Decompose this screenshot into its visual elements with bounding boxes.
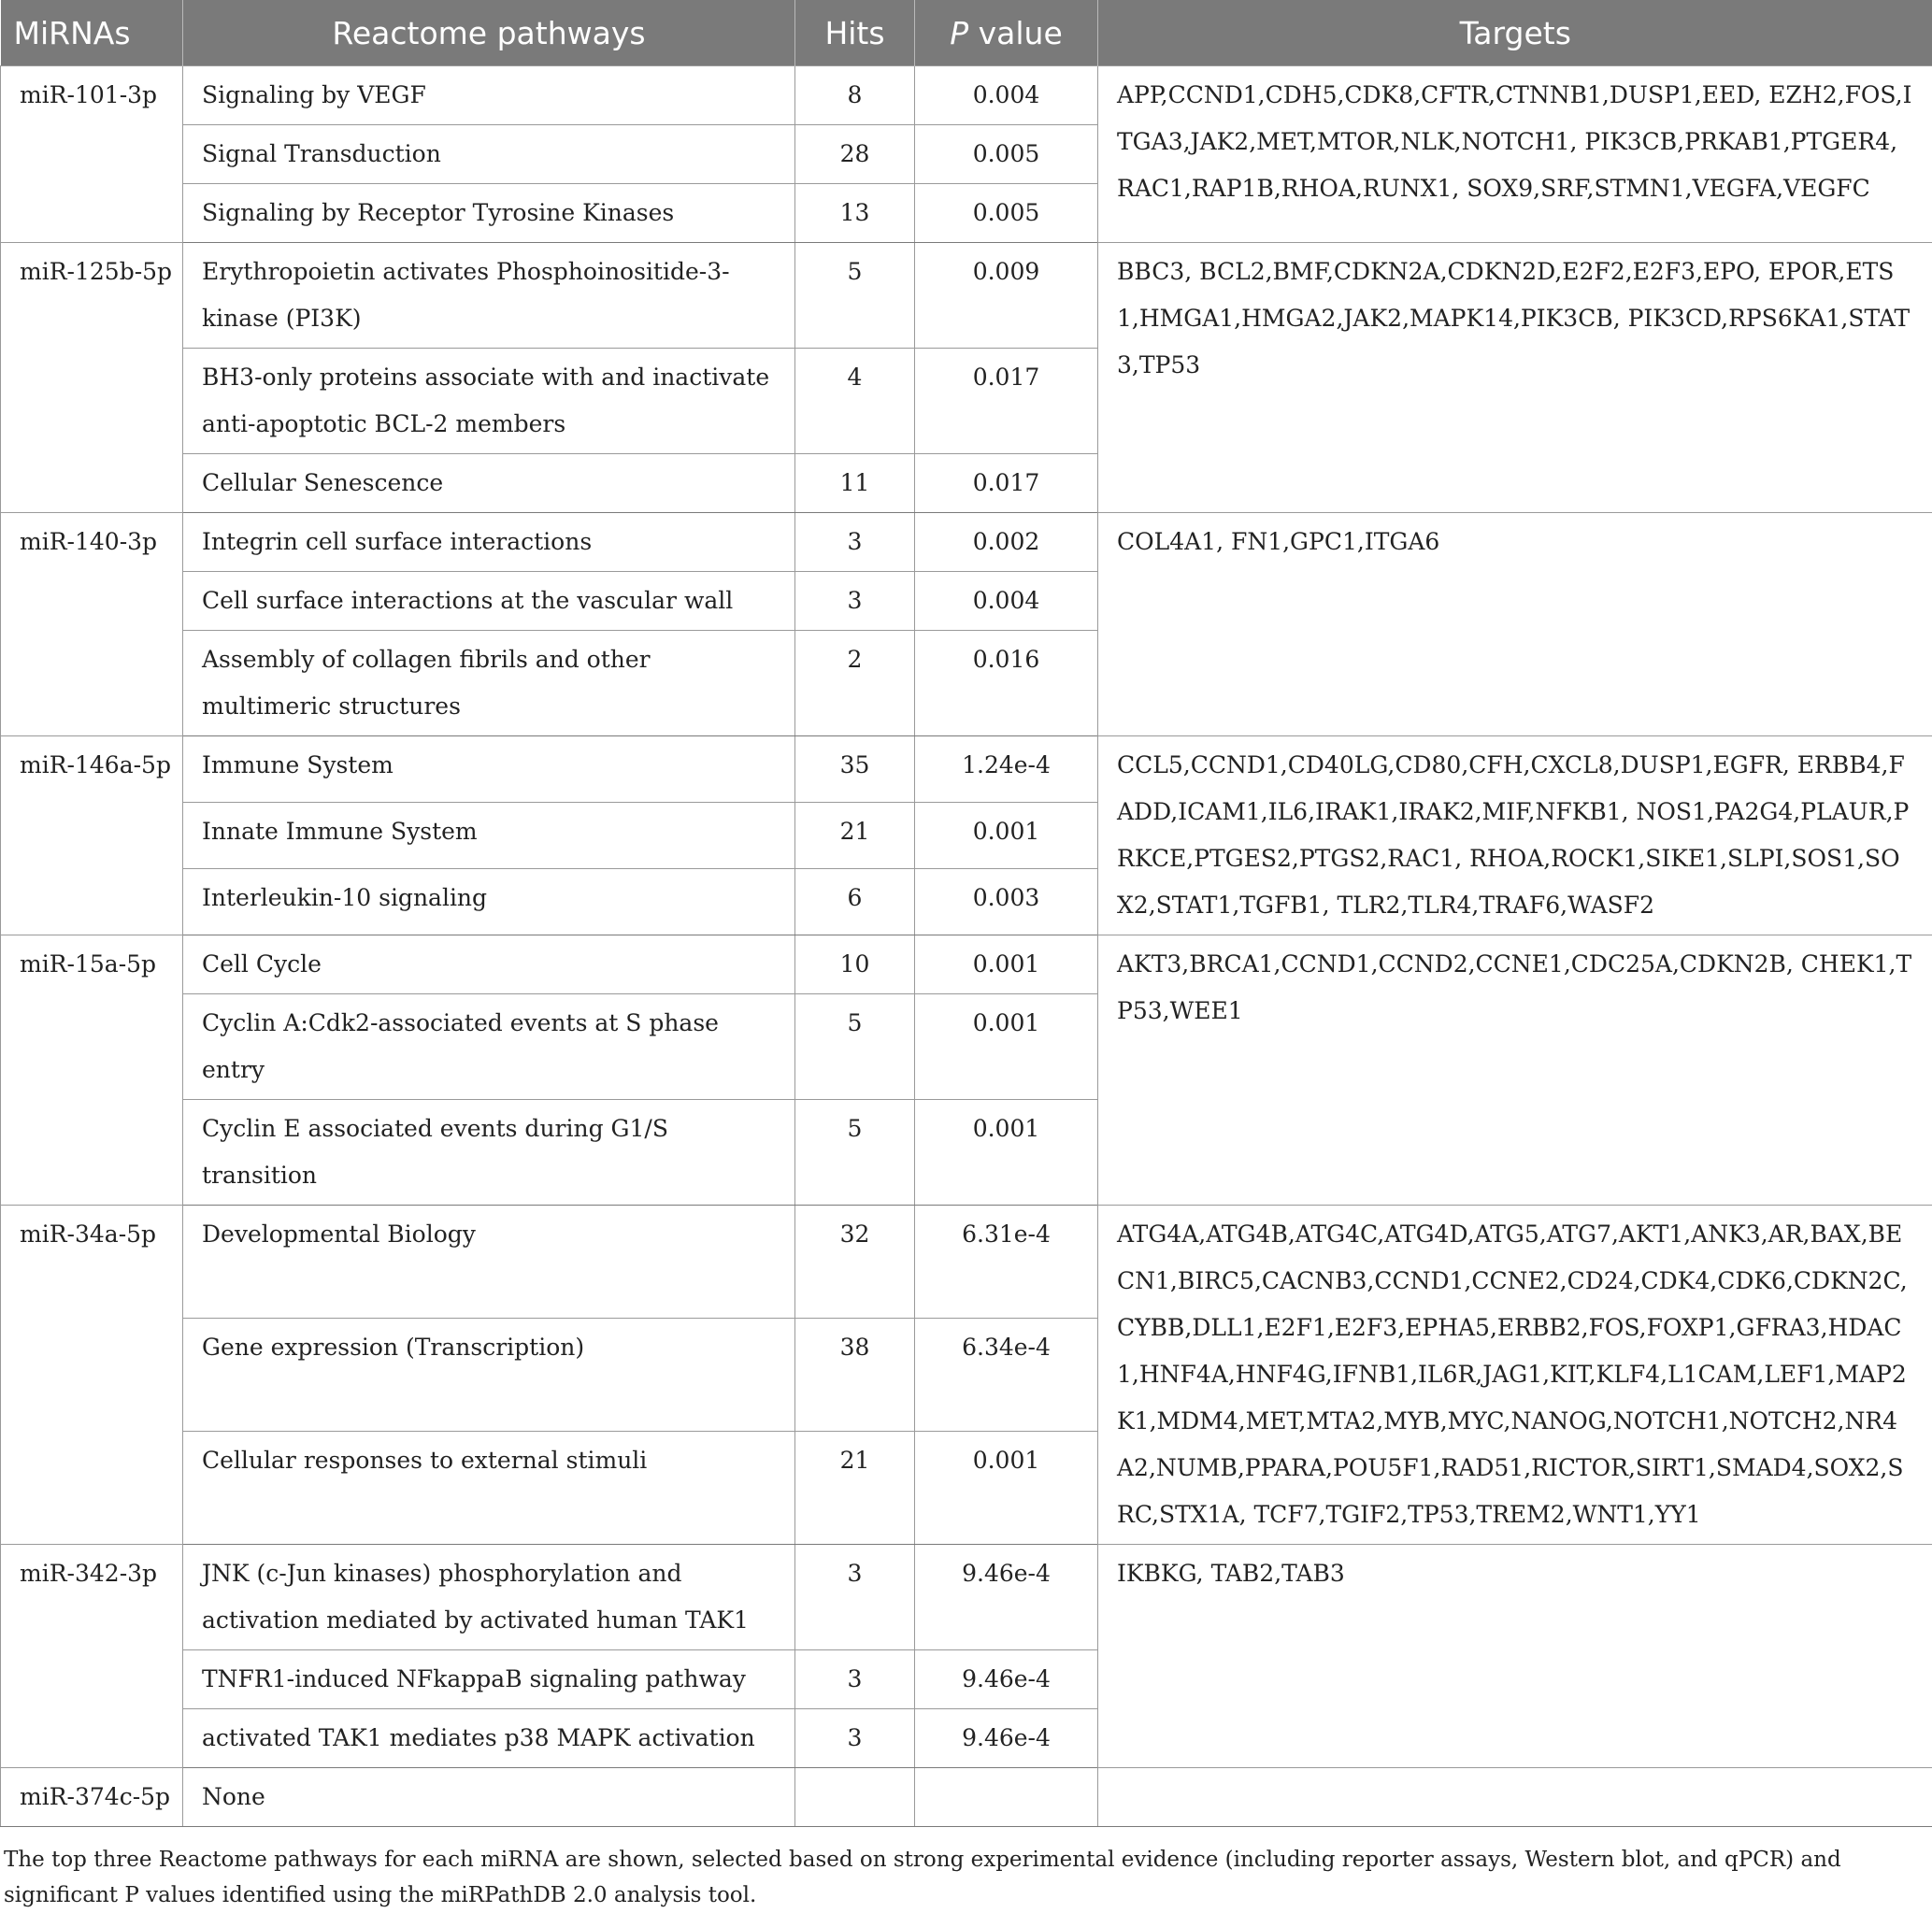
pathway-cell: activated TAK1 mediates p38 MAPK activation bbox=[183, 1709, 795, 1768]
pathway-cell: Cell surface interactions at the vascular wall bbox=[183, 572, 795, 631]
hits-cell: 28 bbox=[795, 125, 915, 184]
pathway-cell: Integrin cell surface interactions bbox=[183, 513, 795, 572]
mirna-cell: miR-374c-5p bbox=[1, 1768, 183, 1827]
p-value-cell: 0.005 bbox=[915, 184, 1098, 243]
p-value-cell: 1.24e-4 bbox=[915, 736, 1098, 803]
hits-cell: 11 bbox=[795, 454, 915, 513]
hits-cell: 3 bbox=[795, 1545, 915, 1650]
pathway-cell: Immune System bbox=[183, 736, 795, 803]
hits-cell: 5 bbox=[795, 994, 915, 1100]
p-value-cell: 6.31e-4 bbox=[915, 1206, 1098, 1319]
header-reactome-pathways: Reactome pathways bbox=[183, 0, 795, 66]
p-value-cell bbox=[915, 1768, 1098, 1827]
pathway-cell: Cellular Senescence bbox=[183, 454, 795, 513]
hits-cell: 21 bbox=[795, 803, 915, 869]
pathway-cell: Cellular responses to external stimuli bbox=[183, 1432, 795, 1545]
pathway-cell: Interleukin-10 signaling bbox=[183, 869, 795, 935]
targets-cell: CCL5,CCND1,CD40LG,CD80,CFH,CXCL8,DUSP1,EGFR, ERBB4,FADD,ICAM1,IL6,IRAK1,IRAK2,MIF,NFKB1, NOS1,PA2G4,PLAUR,PRKCE,PTGES2,PTGS2,RAC1, RHOA,ROCK1,SIKE1,SLPI,SOS1,SOX2,STAT1,TGFB1, TLR2,TLR4,TRAF6,WASF2 bbox=[1098, 736, 1932, 935]
pathway-cell: Cyclin A:Cdk2-associated events at S phase entry bbox=[183, 994, 795, 1100]
pathway-cell: Cell Cycle bbox=[183, 935, 795, 994]
p-value-cell: 0.001 bbox=[915, 803, 1098, 869]
hits-cell: 5 bbox=[795, 1100, 915, 1206]
hits-cell: 8 bbox=[795, 66, 915, 125]
mirna-cell: miR-101-3p bbox=[1, 66, 183, 243]
p-value-cell: 0.016 bbox=[915, 631, 1098, 736]
hits-cell: 13 bbox=[795, 184, 915, 243]
p-value-cell: 0.009 bbox=[915, 243, 1098, 349]
header-hits: Hits bbox=[795, 0, 915, 66]
targets-cell bbox=[1098, 1768, 1932, 1827]
p-value-cell: 0.004 bbox=[915, 66, 1098, 125]
table-row bbox=[1, 1206, 1932, 1319]
table-row bbox=[1, 513, 1932, 572]
hits-cell: 3 bbox=[795, 572, 915, 631]
p-value-cell: 0.004 bbox=[915, 572, 1098, 631]
table-row bbox=[1, 66, 1932, 125]
hits-cell: 21 bbox=[795, 1432, 915, 1545]
hits-cell: 3 bbox=[795, 513, 915, 572]
p-value-cell: 0.005 bbox=[915, 125, 1098, 184]
pathway-cell: None bbox=[183, 1768, 795, 1827]
header-p-rest: value bbox=[968, 15, 1063, 51]
targets-cell: AKT3,BRCA1,CCND1,CCND2,CCNE1,CDC25A,CDKN2B, CHEK1,TP53,WEE1 bbox=[1098, 935, 1932, 1206]
table-row bbox=[1, 935, 1932, 994]
header-p-italic: P bbox=[950, 15, 968, 51]
pathway-cell: Assembly of collagen fibrils and other multimeric structures bbox=[183, 631, 795, 736]
header-mirnas: MiRNAs bbox=[1, 0, 183, 66]
hits-cell: 38 bbox=[795, 1319, 915, 1432]
mirna-cell: miR-342-3p bbox=[1, 1545, 183, 1768]
table-row bbox=[1, 1545, 1932, 1650]
hits-cell: 3 bbox=[795, 1650, 915, 1709]
header-row bbox=[1, 0, 1932, 66]
hits-cell: 10 bbox=[795, 935, 915, 994]
table-footnote: The top three Reactome pathways for each miRNA are shown, selected based on strong experimental evidence (including reporter assays, Western blot, and qPCR) and significant P values identified using the miRPathDB 2.0 analysis tool. bbox=[0, 1827, 1924, 1913]
mirna-cell: miR-146a-5p bbox=[1, 736, 183, 935]
hits-cell: 3 bbox=[795, 1709, 915, 1768]
p-value-cell: 0.001 bbox=[915, 935, 1098, 994]
p-value-cell: 6.34e-4 bbox=[915, 1319, 1098, 1432]
mirna-cell: miR-125b-5p bbox=[1, 243, 183, 513]
p-value-cell: 9.46e-4 bbox=[915, 1650, 1098, 1709]
header-targets: Targets bbox=[1098, 0, 1932, 66]
table-body bbox=[1, 66, 1932, 1827]
hits-cell: 35 bbox=[795, 736, 915, 803]
targets-cell: COL4A1, FN1,GPC1,ITGA6 bbox=[1098, 513, 1932, 736]
header-p-value bbox=[915, 0, 1098, 66]
hits-cell: 6 bbox=[795, 869, 915, 935]
hits-cell: 2 bbox=[795, 631, 915, 736]
p-value-cell: 0.003 bbox=[915, 869, 1098, 935]
hits-cell bbox=[795, 1768, 915, 1827]
table-row bbox=[1, 736, 1932, 803]
mirna-cell: miR-15a-5p bbox=[1, 935, 183, 1206]
table-row bbox=[1, 243, 1932, 349]
hits-cell: 32 bbox=[795, 1206, 915, 1319]
mirna-cell: miR-140-3p bbox=[1, 513, 183, 736]
pathway-cell: Signal Transduction bbox=[183, 125, 795, 184]
targets-cell: ATG4A,ATG4B,ATG4C,ATG4D,ATG5,ATG7,AKT1,ANK3,AR,BAX,BECN1,BIRC5,CACNB3,CCND1,CCNE2,CD24,CDK4,CDK6,CDKN2C,CYBB,DLL1,E2F1,E2F3,EPHA5,ERBB2,FOS,FOXP1,GFRA3,HDAC1,HNF4A,HNF4G,IFNB1,IL6R,JAG1,KIT,KLF4,L1CAM,LEF1,MAP2K1,MDM4,MET,MTA2,MYB,MYC,NANOG,NOTCH1,NOTCH2,NR4A2,NUMB,PPARA,POU5F1,RAD51,RICTOR,SIRT1,SMAD4,SOX2,SRC,STX1A, TCF7,TGIF2,TP53,TREM2,WNT1,YY1 bbox=[1098, 1206, 1932, 1545]
pathway-cell: Signaling by VEGF bbox=[183, 66, 795, 125]
pathway-cell: Developmental Biology bbox=[183, 1206, 795, 1319]
pathway-cell: Cyclin E associated events during G1/S transition bbox=[183, 1100, 795, 1206]
p-value-cell: 0.002 bbox=[915, 513, 1098, 572]
p-value-cell: 0.001 bbox=[915, 994, 1098, 1100]
targets-cell: IKBKG, TAB2,TAB3 bbox=[1098, 1545, 1932, 1768]
p-value-cell: 0.001 bbox=[915, 1432, 1098, 1545]
pathway-cell: BH3-only proteins associate with and inactivate anti-apoptotic BCL-2 members bbox=[183, 349, 795, 454]
table-row bbox=[1, 1768, 1932, 1827]
p-value-cell: 9.46e-4 bbox=[915, 1545, 1098, 1650]
hits-cell: 5 bbox=[795, 243, 915, 349]
targets-cell: BBC3, BCL2,BMF,CDKN2A,CDKN2D,E2F2,E2F3,EPO, EPOR,ETS1,HMGA1,HMGA2,JAK2,MAPK14,PIK3CB, PIK3CD,RPS6KA1,STAT3,TP53 bbox=[1098, 243, 1932, 513]
p-value-cell: 0.017 bbox=[915, 349, 1098, 454]
pathway-cell: Erythropoietin activates Phosphoinositide-3-kinase (PI3K) bbox=[183, 243, 795, 349]
hits-cell: 4 bbox=[795, 349, 915, 454]
mirna-cell: miR-34a-5p bbox=[1, 1206, 183, 1545]
p-value-cell: 0.001 bbox=[915, 1100, 1098, 1206]
pathway-cell: Gene expression (Transcription) bbox=[183, 1319, 795, 1432]
pathway-cell: Signaling by Receptor Tyrosine Kinases bbox=[183, 184, 795, 243]
pathway-cell: Innate Immune System bbox=[183, 803, 795, 869]
pathway-cell: TNFR1-induced NFkappaB signaling pathway bbox=[183, 1650, 795, 1709]
p-value-cell: 0.017 bbox=[915, 454, 1098, 513]
p-value-cell: 9.46e-4 bbox=[915, 1709, 1098, 1768]
pathway-cell: JNK (c-Jun kinases) phosphorylation and activation mediated by activated human TAK1 bbox=[183, 1545, 795, 1650]
targets-cell: APP,CCND1,CDH5,CDK8,CFTR,CTNNB1,DUSP1,EED, EZH2,FOS,ITGA3,JAK2,MET,MTOR,NLK,NOTCH1, PIK3CB,PRKAB1,PTGER4,RAC1,RAP1B,RHOA,RUNX1, SOX9,SRF,STMN1,VEGFA,VEGFC bbox=[1098, 66, 1932, 243]
